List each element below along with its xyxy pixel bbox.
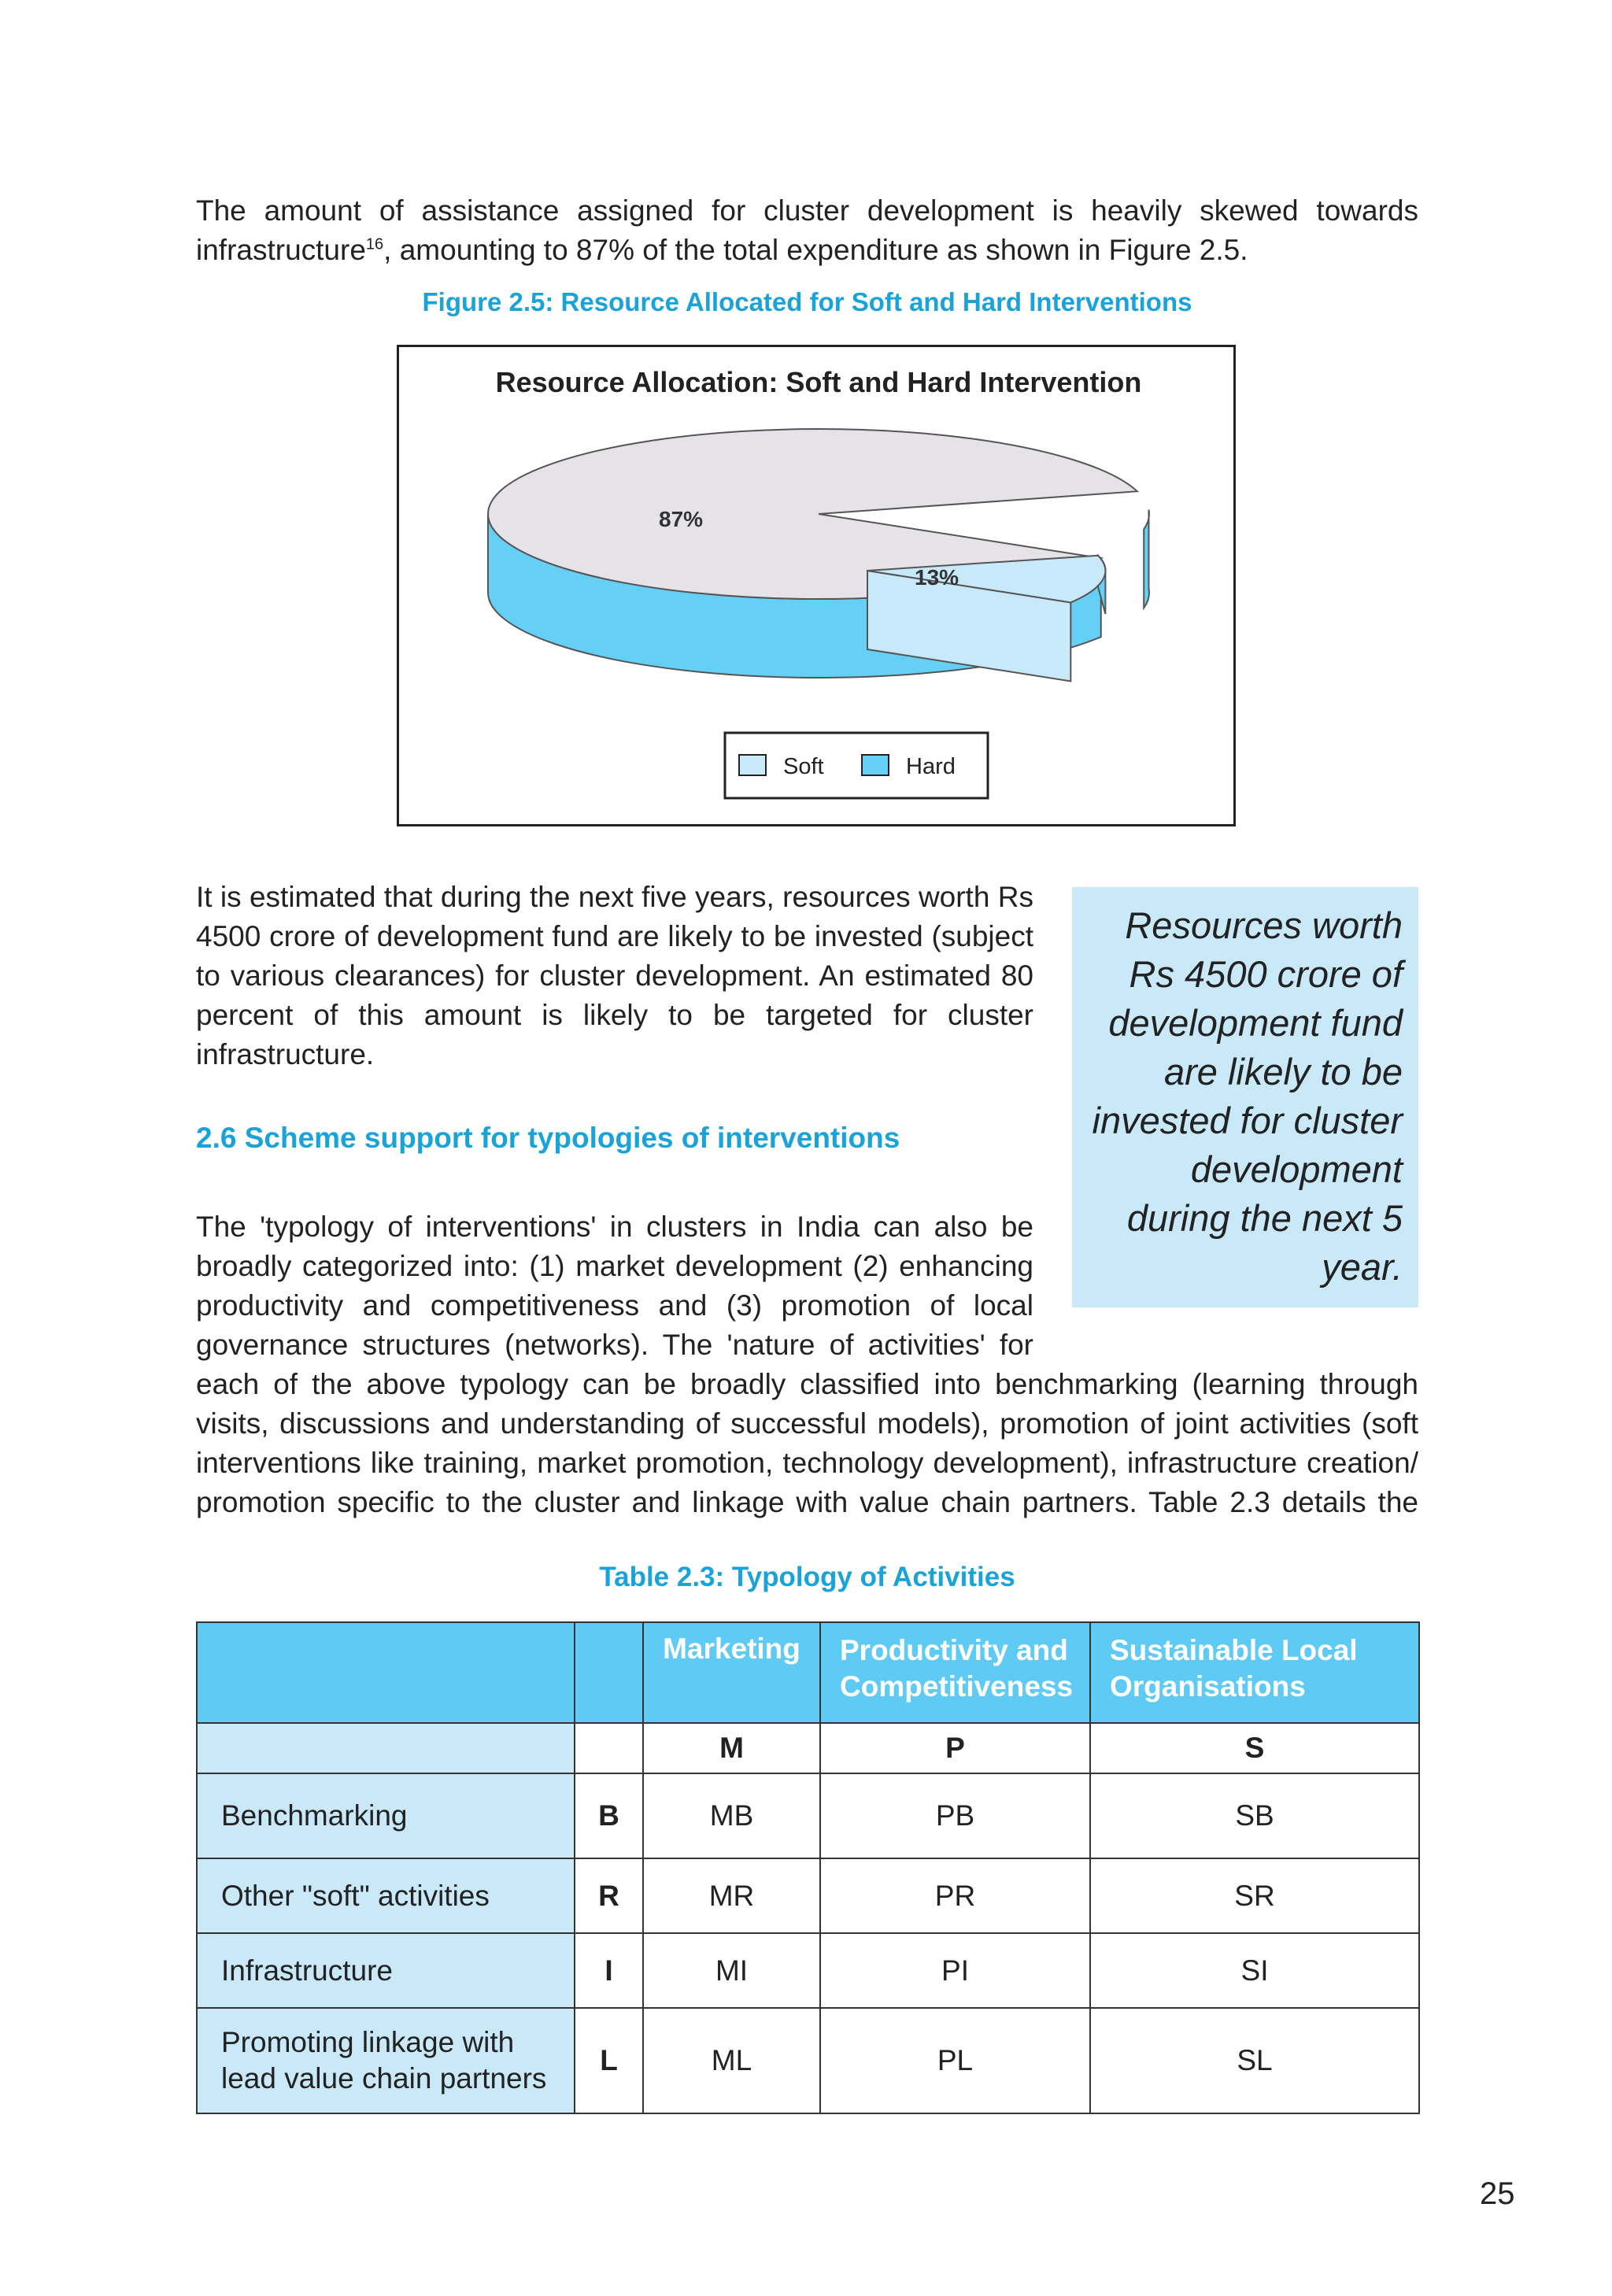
- row-label-l2: lead value chain partners: [221, 2062, 547, 2094]
- row-label: Benchmarking: [197, 1773, 575, 1858]
- table-row: [197, 2008, 1419, 2113]
- intro-line-2-text: infrastructure: [196, 234, 366, 266]
- para3-line-3: productivity and competitiveness and (3) promotion of local: [196, 1289, 1033, 1322]
- section-heading: 2.6 Scheme support for typologies of interventions: [196, 1122, 900, 1154]
- row-label-l1: Promoting linkage with: [221, 2026, 515, 2058]
- row-code: B: [575, 1773, 643, 1858]
- chart-title: Resource Allocation: Soft and Hard Intervention: [495, 366, 1142, 398]
- intro-line-2-rest: , amounting to 87% of the total expenditure as shown in Figure 2.5.: [383, 234, 1248, 266]
- callout-line-4: are likely to be: [1163, 1051, 1403, 1093]
- row-code: L: [575, 2008, 643, 2113]
- para3-line-6: visits, discussions and understanding of successful models), promotion of joint activities (soft: [196, 1407, 1418, 1440]
- para3-line-8: promotion specific to the cluster and linkage with value chain partners. Table 2.3 details the: [196, 1486, 1418, 1518]
- header-productivity: [820, 1622, 1090, 1723]
- table-row: [197, 1933, 1419, 2008]
- pull-quote-callout: [1072, 887, 1418, 1307]
- para3-line-4: governance structures (networks). The 'nature of activities' for: [196, 1329, 1033, 1361]
- para2-line-3: to various clearances) for cluster development. An estimated 80: [196, 959, 1033, 992]
- legend-swatch-hard: [862, 755, 889, 775]
- header-sustainable: [1090, 1622, 1419, 1723]
- intro-line-2: [196, 231, 1418, 270]
- code-empty-1: [197, 1723, 575, 1773]
- cell-p: PI: [820, 1933, 1090, 2008]
- callout-line-6: development: [1190, 1148, 1403, 1190]
- cell-p: PL: [820, 2008, 1090, 2113]
- table-caption: Table 2.3: Typology of Activities: [599, 1562, 1015, 1592]
- legend-swatch-soft: [739, 755, 766, 775]
- cell-s: SI: [1090, 1933, 1419, 2008]
- header-productivity-l2: Competitiveness: [840, 1670, 1074, 1703]
- row-label: [197, 2008, 575, 2113]
- row-label: Other "soft" activities: [197, 1858, 575, 1933]
- callout-line-8: year.: [1322, 1246, 1403, 1288]
- legend-label-hard: Hard: [906, 754, 956, 779]
- table-row: [197, 1773, 1419, 1858]
- para3-line-5: each of the above typology can be broadly classified into benchmarking (learning through: [196, 1368, 1418, 1400]
- table-header-row: [197, 1622, 1419, 1723]
- row-code: I: [575, 1933, 643, 2008]
- header-productivity-l1: Productivity and: [840, 1634, 1068, 1666]
- typology-table: [196, 1621, 1420, 2114]
- table-row: [197, 1858, 1419, 1933]
- para3-line-1: The 'typology of interventions' in clusters in India can also be: [196, 1211, 1033, 1243]
- data-label-hard: 87%: [659, 507, 704, 531]
- callout-line-2: Rs 4500 crore of: [1129, 953, 1403, 995]
- cell-p: PR: [820, 1858, 1090, 1933]
- code-p: P: [820, 1723, 1090, 1773]
- cell-s: SL: [1090, 2008, 1419, 2113]
- header-empty-1: [197, 1622, 575, 1723]
- para2-line-4: percent of this amount is likely to be targeted for cluster: [196, 999, 1033, 1031]
- callout-line-1: Resources worth: [1125, 904, 1403, 946]
- header-sustainable-l1: Sustainable Local: [1110, 1634, 1358, 1666]
- footnote-ref[interactable]: 16: [365, 235, 384, 253]
- callout-line-7: during the next 5: [1126, 1197, 1403, 1239]
- para2-line-5: infrastructure.: [196, 1038, 375, 1070]
- row-code: R: [575, 1858, 643, 1933]
- code-m: M: [643, 1723, 820, 1773]
- row-label: Infrastructure: [197, 1933, 575, 2008]
- para3-line-2: broadly categorized into: (1) market development (2) enhancing: [196, 1250, 1033, 1282]
- cell-s: SR: [1090, 1858, 1419, 1933]
- header-sustainable-l2: Organisations: [1110, 1670, 1306, 1703]
- header-marketing-text: Marketing: [663, 1632, 800, 1665]
- para2-line-2: 4500 crore of development fund are likely to be invested (subject: [196, 920, 1033, 952]
- cell-m: MR: [643, 1858, 820, 1933]
- cell-p: PB: [820, 1773, 1090, 1858]
- pie-hard-side-right: [1144, 510, 1149, 608]
- pie-group: [488, 429, 1149, 681]
- header-empty-2: [575, 1622, 643, 1723]
- para3-line-7: interventions like training, market promotion, technology development), infrastructure creation/: [196, 1447, 1418, 1479]
- legend-label-soft: Soft: [783, 754, 824, 779]
- table-code-row: [197, 1723, 1419, 1773]
- callout-line-5: invested for cluster: [1092, 1100, 1403, 1141]
- cell-m: MB: [643, 1773, 820, 1858]
- figure-frame: [397, 345, 1236, 826]
- cell-m: ML: [643, 2008, 820, 2113]
- pie-chart: [399, 347, 1233, 824]
- chart-legend: [725, 733, 988, 798]
- code-s: S: [1090, 1723, 1419, 1773]
- cell-s: SB: [1090, 1773, 1419, 1858]
- page-number: 25: [1480, 2176, 1515, 2211]
- cell-m: MI: [643, 1933, 820, 2008]
- intro-line-1: The amount of assistance assigned for cluster development is heavily skewed towards: [196, 194, 1418, 227]
- data-label-soft: 13%: [915, 565, 959, 590]
- callout-line-3: development fund: [1108, 1002, 1403, 1044]
- para2-line-1: It is estimated that during the next five years, resources worth Rs: [196, 881, 1033, 913]
- code-empty-2: [575, 1723, 643, 1773]
- figure-caption: Figure 2.5: Resource Allocated for Soft and Hard Interventions: [422, 287, 1192, 316]
- header-marketing: [643, 1622, 820, 1723]
